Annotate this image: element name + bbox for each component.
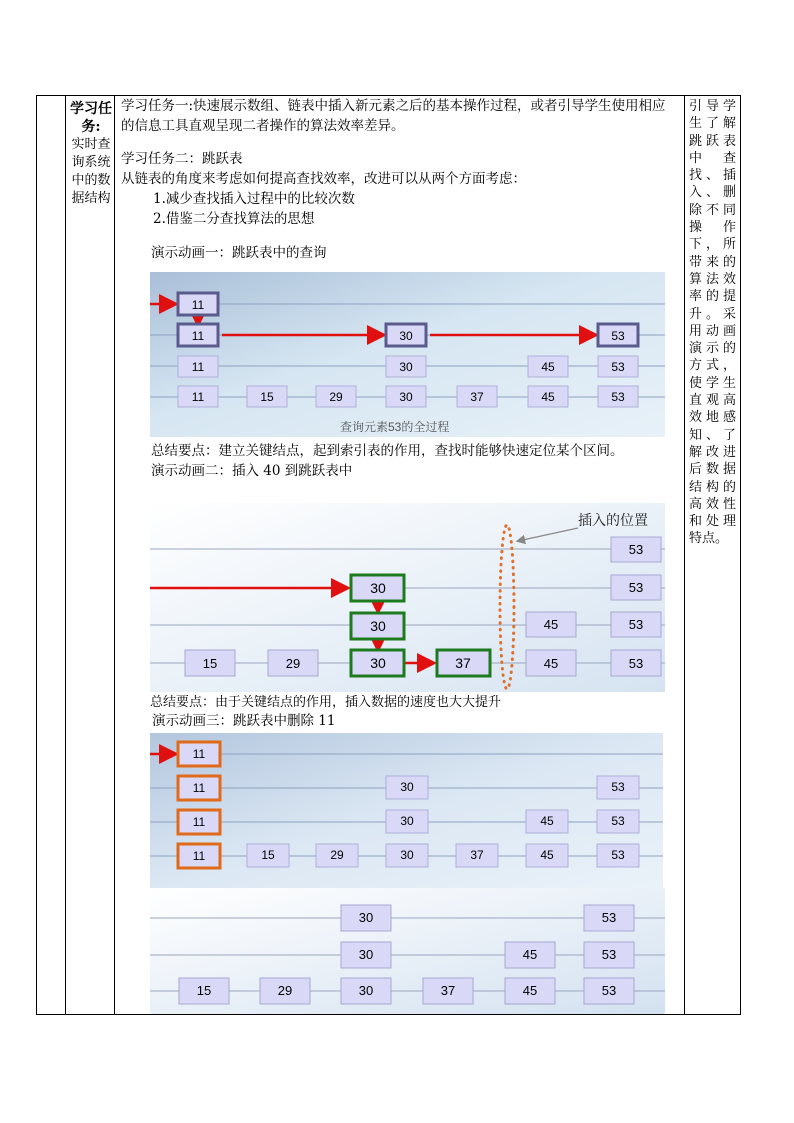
demo2-figure — [150, 503, 665, 692]
svg-text:53: 53 — [611, 814, 625, 828]
node-37 — [456, 844, 498, 867]
svg-text:53: 53 — [611, 848, 625, 862]
svg-text:15: 15 — [261, 848, 275, 862]
node-30 — [341, 978, 391, 1004]
svg-text:37: 37 — [455, 655, 471, 671]
insert-position-callout: 插入的位置 — [578, 513, 648, 529]
point-1: 1.减少查找插入过程中的比较次数 — [153, 191, 355, 207]
svg-text:30: 30 — [358, 910, 374, 925]
svg-text:11: 11 — [191, 360, 205, 374]
svg-text:29: 29 — [285, 656, 301, 671]
node-53 — [611, 612, 661, 637]
node-37 — [423, 978, 473, 1004]
node-30 — [386, 844, 428, 867]
summary2: 总结要点：由于关键结点的作用，插入数据的速度也大大提升 — [150, 695, 502, 710]
node-53 — [598, 324, 638, 346]
demo1-figure — [150, 272, 665, 437]
demo3-figure-after — [150, 888, 665, 1014]
svg-text:45: 45 — [541, 390, 555, 404]
node-53 — [611, 575, 661, 600]
demo2-title: 演示动画二：插入 40 到跳跃表中 — [151, 463, 353, 479]
svg-text:53: 53 — [611, 360, 625, 374]
table-divider — [65, 95, 66, 1015]
node-53 — [584, 905, 634, 931]
node-15 — [185, 650, 235, 676]
node-11 — [178, 293, 218, 315]
svg-text:53: 53 — [628, 656, 644, 671]
svg-text:30: 30 — [399, 360, 413, 374]
node-15 — [247, 844, 289, 867]
node-45 — [505, 942, 555, 968]
svg-text:30: 30 — [399, 329, 413, 343]
node-53 — [598, 386, 638, 407]
svg-text:45: 45 — [540, 848, 554, 862]
svg-text:53: 53 — [611, 329, 625, 343]
summary2-block — [150, 693, 680, 731]
svg-text:45: 45 — [541, 360, 555, 374]
svg-text:15: 15 — [196, 983, 212, 998]
node-30 — [351, 613, 404, 639]
svg-text:15: 15 — [202, 656, 218, 671]
node-45 — [528, 356, 568, 377]
svg-text:15: 15 — [260, 390, 274, 404]
svg-text:45: 45 — [543, 617, 559, 632]
svg-text:53: 53 — [611, 390, 625, 404]
svg-text:30: 30 — [370, 618, 386, 634]
svg-text:45: 45 — [522, 983, 538, 998]
node-11 — [178, 844, 220, 868]
svg-text:45: 45 — [543, 656, 559, 671]
svg-text:45: 45 — [540, 814, 554, 828]
point-2: 2.借鉴二分查找算法的思想 — [153, 211, 315, 227]
svg-text:30: 30 — [370, 655, 386, 671]
svg-text:30: 30 — [399, 390, 413, 404]
svg-text:53: 53 — [601, 910, 617, 925]
svg-text:45: 45 — [522, 947, 538, 962]
summary1: 总结要点：建立关键结点，起到索引表的作用，查找时能够快速定位某个区间。 — [151, 443, 624, 459]
node-30 — [351, 650, 404, 676]
svg-text:11: 11 — [191, 390, 205, 404]
task2-intro: 从链表的角度来考虑如何提高查找效率，改进可以从两个方面考虑： — [121, 171, 526, 187]
node-30 — [351, 575, 404, 601]
node-30 — [386, 324, 426, 346]
svg-text:11: 11 — [191, 329, 205, 343]
node-15 — [179, 978, 229, 1004]
svg-text:11: 11 — [191, 298, 205, 312]
node-30 — [386, 356, 426, 377]
node-53 — [611, 650, 661, 676]
demo3-title: 演示动画三：跳跃表中删除 11 — [152, 713, 336, 729]
svg-text:11: 11 — [192, 747, 206, 761]
node-30 — [386, 810, 428, 833]
node-11 — [178, 356, 218, 377]
table-divider — [684, 95, 685, 1015]
task2-title: 学习任务二：跳跃表 — [121, 151, 243, 167]
node-30 — [341, 942, 391, 968]
demo1-title: 演示动画一：跳跃表中的查询 — [151, 245, 327, 261]
svg-text:30: 30 — [358, 947, 374, 962]
node-53 — [597, 810, 639, 833]
node-11 — [178, 386, 218, 407]
node-30 — [386, 776, 428, 799]
node-29 — [316, 844, 358, 867]
node-11 — [178, 324, 218, 346]
node-53 — [597, 776, 639, 799]
node-11 — [178, 742, 220, 766]
node-45 — [505, 978, 555, 1004]
node-45 — [528, 386, 568, 407]
svg-text:53: 53 — [601, 947, 617, 962]
node-11 — [178, 810, 220, 834]
task1-text: 学习任务一:快速展示数组、链表中插入新元素之后的基本操作过程，或者引导学生使用相应的信息工具直观呈现二者操作的算法效率差异。 — [121, 98, 666, 134]
node-37 — [437, 650, 490, 676]
node-45 — [526, 612, 576, 637]
svg-text:37: 37 — [470, 848, 484, 862]
node-53 — [584, 942, 634, 968]
node-45 — [526, 650, 576, 676]
svg-text:53: 53 — [611, 780, 625, 794]
task-label-text: 实时查询系统中的数据结构 — [71, 137, 111, 206]
svg-text:11: 11 — [192, 781, 206, 795]
svg-text:30: 30 — [358, 983, 374, 998]
node-53 — [611, 537, 661, 562]
node-29 — [260, 978, 310, 1004]
summary1-block — [121, 441, 681, 481]
svg-text:53: 53 — [628, 542, 644, 557]
node-30 — [386, 386, 426, 407]
node-29 — [268, 650, 318, 676]
guidance-column: 引导学生了解跳跃表中 查找、插入、删除不同操 作下，所带来的算法效率的提升。采用动画演示的方式，使学生直观高效地感知、了解改进后数据结构的高效性和处理特点。 — [689, 99, 736, 547]
svg-text:29: 29 — [329, 390, 343, 404]
svg-text:29: 29 — [277, 983, 293, 998]
svg-text:53: 53 — [628, 580, 644, 595]
svg-text:30: 30 — [400, 814, 414, 828]
node-30 — [341, 905, 391, 931]
svg-text:30: 30 — [370, 580, 386, 596]
demo3-figure-before — [150, 733, 663, 888]
node-53 — [598, 356, 638, 377]
svg-text:29: 29 — [330, 848, 344, 862]
main-content — [121, 96, 679, 263]
node-11 — [178, 776, 220, 800]
svg-text:30: 30 — [400, 848, 414, 862]
task-label-bold: 学习任务: — [70, 101, 112, 135]
svg-text:30: 30 — [400, 780, 414, 794]
svg-text:37: 37 — [470, 390, 484, 404]
node-53 — [584, 978, 634, 1004]
node-15 — [247, 386, 287, 407]
node-37 — [457, 386, 497, 407]
table-divider — [114, 95, 115, 1015]
svg-text:11: 11 — [192, 849, 206, 863]
task-label-column — [70, 100, 112, 208]
node-53 — [597, 844, 639, 867]
node-29 — [316, 386, 356, 407]
svg-text:53: 53 — [628, 617, 644, 632]
svg-text:53: 53 — [601, 983, 617, 998]
svg-text:37: 37 — [440, 983, 456, 998]
node-45 — [526, 810, 568, 833]
demo1-caption: 查询元素53的全过程 — [340, 420, 450, 434]
svg-text:11: 11 — [192, 815, 206, 829]
node-45 — [526, 844, 568, 867]
